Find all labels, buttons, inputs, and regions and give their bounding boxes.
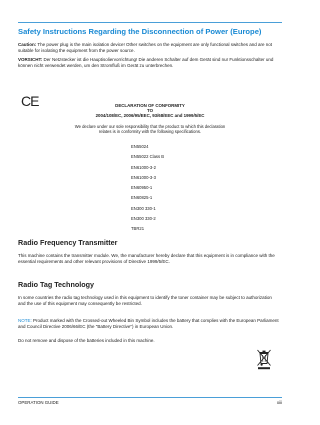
standard-item: EN61000-3-3: [131, 174, 156, 180]
standard-item: TBR21: [131, 226, 145, 232]
standard-item: EN55024: [131, 144, 149, 149]
declaration-line-1: DECLARATION OF CONFORMITY: [115, 103, 185, 108]
caution-text: The power plug is the main isolation device! Other switches on the equipment are only functional switches and are not suitable for isolating the equipment from the power source.: [18, 42, 273, 53]
standards-list: [131, 142, 164, 235]
vorsicht-text: Der Netzstecker ist die Hauptisoliervorrichtung! Die anderen Schalter auf dem Gerät sind nur Funktionsschalter und können nicht verwendet werden, um den Stromfluß im Gerät zu unterbrechen.: [18, 57, 274, 68]
radio-tag-paragraph: In some countries the radio tag technology used in this equipment to identify the toner container may be subject to authorization and the use of this equipment may consequently be restricted.: [18, 295, 272, 306]
rf-heading: Radio Frequency Transmitter: [18, 238, 118, 247]
caution-paragraph: [18, 42, 280, 53]
header-rule: [18, 22, 282, 23]
note-paragraph: [18, 318, 280, 329]
caution-label: Caution:: [18, 42, 37, 47]
footer-page-number: xiii: [276, 400, 282, 405]
dispose-paragraph: Do not remove and dispose of the batteries included in this machine.: [18, 338, 155, 343]
standard-item: EN300 330-1: [131, 205, 156, 211]
standard-item: EN60950-1: [131, 185, 153, 191]
standard-item: EN300 330-2: [131, 216, 156, 222]
page-title: Safety Instructions Regarding the Disconnection of Power (Europe): [18, 27, 262, 36]
declaration-line-2: TO: [146, 108, 154, 114]
rf-paragraph: This machine contains the transmitter module. We, the manufacturer hereby declare that this equipment is in compliance with the essential requirements and other relevant provisions of Directive 1999/5/EC.: [18, 253, 275, 264]
declaration-line-3: 2004/108/EC, 2006/95/EEC, 93/68/EEC and 1999/5/EC: [95, 113, 205, 119]
note-text: Product marked with the Crossed-out Wheeled Bin Symbol includes the battery that complies with the European Parliament and Council Directive 2006/66/EC (the "Battery Directive") in European Union.: [18, 318, 279, 329]
footer-rule: [18, 397, 282, 398]
footer-guide-title: OPERATION GUIDE: [18, 400, 59, 405]
crossed-out-wheeled-bin-icon: [256, 348, 272, 370]
ce-mark-icon: CE: [21, 93, 39, 109]
standard-item: EN55022 Class B: [131, 154, 165, 160]
note-label: NOTE:: [18, 318, 32, 323]
vorsicht-label: VORSICHT:: [18, 57, 43, 62]
standard-item: EN61000-3-2: [131, 164, 156, 170]
declaration-heading: [70, 103, 230, 119]
vorsicht-paragraph: [18, 57, 280, 68]
radio-tag-heading: Radio Tag Technology: [18, 280, 95, 289]
standard-item: EN60825-1: [131, 195, 153, 201]
declaration-body: We declare under our sole responsibility that the product to which this declaration relates is in conformity with the following specifications.: [74, 124, 226, 135]
